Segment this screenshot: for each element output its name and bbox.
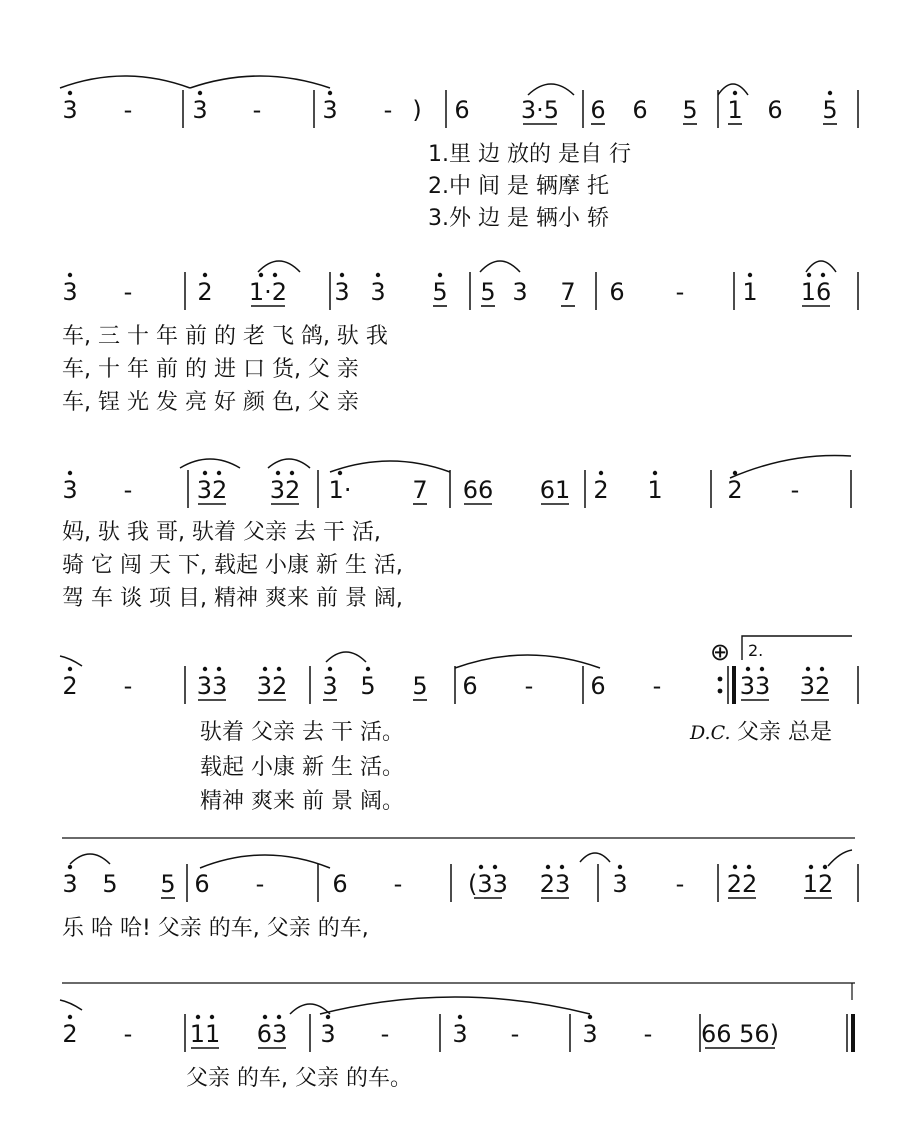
octave-dot bbox=[203, 471, 207, 475]
octave-dot bbox=[479, 865, 483, 869]
octave-dot bbox=[277, 1015, 281, 1019]
octave-dot bbox=[68, 1015, 72, 1019]
note: - bbox=[790, 476, 800, 504]
coda-icon: ⊕ bbox=[709, 638, 731, 666]
lyric-row4-dc: 父亲 总是 bbox=[737, 720, 832, 745]
octave-dot bbox=[68, 667, 72, 671]
note: 3 bbox=[452, 1020, 468, 1048]
note: 3 bbox=[62, 96, 78, 124]
note: 66 56) bbox=[700, 1020, 780, 1048]
slur bbox=[455, 655, 600, 668]
note: 7 bbox=[412, 476, 428, 504]
note: 22 bbox=[726, 870, 758, 898]
lyric-row3-v1: 妈, 驮 我 哥, 驮着 父亲 去 干 活, bbox=[62, 520, 381, 545]
note: 5 bbox=[360, 672, 376, 700]
lyric-row1-v2: 2.中 间 是 辆摩 托 bbox=[428, 174, 609, 199]
note: 3 bbox=[370, 278, 386, 306]
slur bbox=[268, 459, 310, 468]
octave-dot bbox=[618, 865, 622, 869]
note: 6 bbox=[767, 96, 783, 124]
note: 63 bbox=[256, 1020, 288, 1048]
note: 1 bbox=[647, 476, 663, 504]
octave-dot bbox=[263, 667, 267, 671]
lyric-row2-v1: 车, 三 十 年 前 的 老 飞 鸽, 驮 我 bbox=[62, 324, 388, 349]
octave-dot bbox=[806, 667, 810, 671]
note: - bbox=[255, 870, 265, 898]
lyric-row3-v2: 骑 它 闯 天 下, 载起 小康 新 生 活, bbox=[62, 553, 403, 578]
note: 2 bbox=[62, 1020, 78, 1048]
slur bbox=[320, 997, 590, 1014]
repeat-dot bbox=[718, 677, 723, 682]
octave-dot bbox=[493, 865, 497, 869]
octave-dot bbox=[599, 471, 603, 475]
octave-dot bbox=[366, 667, 370, 671]
octave-dot bbox=[340, 273, 344, 277]
octave-dot bbox=[438, 273, 442, 277]
octave-dot bbox=[746, 667, 750, 671]
note: 11 bbox=[189, 1020, 221, 1048]
octave-dot bbox=[217, 471, 221, 475]
note: 6 bbox=[632, 96, 648, 124]
octave-dot bbox=[277, 667, 281, 671]
octave-dot bbox=[376, 273, 380, 277]
note: - bbox=[675, 278, 685, 306]
note: 2 bbox=[593, 476, 609, 504]
lyric-row1-v3: 3.外 边 是 辆小 轿 bbox=[428, 206, 609, 231]
slur bbox=[806, 261, 836, 272]
note: 23 bbox=[539, 870, 571, 898]
octave-dot bbox=[807, 273, 811, 277]
note: 1 bbox=[742, 278, 758, 306]
octave-dot bbox=[733, 91, 737, 95]
volta-label: 2. bbox=[748, 641, 764, 660]
note: - bbox=[510, 1020, 520, 1048]
octave-dot bbox=[821, 273, 825, 277]
note: - bbox=[123, 672, 133, 700]
lyric-row1-v1: 1.里 边 放的 是自 行 bbox=[428, 142, 631, 167]
slur bbox=[200, 855, 330, 868]
lyric-row4-v2: 载起 小康 新 生 活。 bbox=[200, 755, 404, 780]
octave-dot bbox=[338, 471, 342, 475]
note: 33 bbox=[739, 672, 771, 700]
note: 32 bbox=[269, 476, 301, 504]
note: 3 bbox=[334, 278, 350, 306]
octave-dot bbox=[68, 91, 72, 95]
slur bbox=[528, 84, 574, 95]
note: 6 bbox=[194, 870, 210, 898]
note: 3 bbox=[62, 476, 78, 504]
octave-dot bbox=[653, 471, 657, 475]
slur bbox=[60, 76, 190, 88]
octave-dot bbox=[588, 1015, 592, 1019]
note: 3·5 bbox=[520, 96, 560, 124]
note: 3 bbox=[322, 96, 338, 124]
tie bbox=[828, 850, 852, 866]
note: 3 bbox=[512, 278, 528, 306]
note: 12 bbox=[802, 870, 834, 898]
note: 32 bbox=[256, 672, 288, 700]
octave-dot bbox=[273, 273, 277, 277]
lyric-row2-v3: 车, 锃 光 发 亮 好 颜 色, 父 亲 bbox=[62, 390, 359, 415]
note: ) bbox=[412, 96, 422, 124]
lyric-row5: 乐 哈 哈! 父亲 的车, 父亲 的车, bbox=[62, 916, 369, 941]
octave-dot bbox=[546, 865, 550, 869]
note: 5 bbox=[432, 278, 448, 306]
octave-dot bbox=[68, 273, 72, 277]
note: 6 bbox=[590, 672, 606, 700]
octave-dot bbox=[820, 667, 824, 671]
octave-dot bbox=[747, 865, 751, 869]
note: - bbox=[123, 1020, 133, 1048]
dc-marking: D.C. bbox=[690, 722, 731, 744]
note: 2 bbox=[62, 672, 78, 700]
note: 1·2 bbox=[248, 278, 288, 306]
tie bbox=[730, 455, 851, 478]
note: 5 bbox=[412, 672, 428, 700]
note: 3 bbox=[612, 870, 628, 898]
note: 5 bbox=[682, 96, 698, 124]
note: 6 bbox=[609, 278, 625, 306]
octave-dot bbox=[217, 667, 221, 671]
slur bbox=[180, 459, 240, 468]
note: 3 bbox=[582, 1020, 598, 1048]
lyric-row4-v1: 驮着 父亲 去 干 活。 bbox=[200, 720, 404, 745]
note: 1· bbox=[328, 476, 352, 504]
note: 33 bbox=[196, 672, 228, 700]
note: 5 bbox=[480, 278, 496, 306]
note: 1 bbox=[727, 96, 743, 124]
note: 5 bbox=[160, 870, 176, 898]
note: 32 bbox=[196, 476, 228, 504]
slur bbox=[70, 854, 110, 864]
note: - bbox=[380, 1020, 390, 1048]
note: 6 bbox=[454, 96, 470, 124]
octave-dot bbox=[259, 273, 263, 277]
note: 3 bbox=[62, 870, 78, 898]
octave-dot bbox=[290, 471, 294, 475]
note: (33 bbox=[468, 870, 508, 898]
octave-dot bbox=[823, 865, 827, 869]
slur bbox=[580, 853, 610, 862]
note: - bbox=[652, 672, 662, 700]
octave-dot bbox=[328, 91, 332, 95]
note: - bbox=[123, 96, 133, 124]
octave-dot bbox=[760, 667, 764, 671]
note: 2 bbox=[197, 278, 213, 306]
note: 16 bbox=[800, 278, 832, 306]
slur bbox=[190, 76, 330, 88]
octave-dot bbox=[733, 865, 737, 869]
slur bbox=[258, 261, 300, 272]
octave-dot bbox=[203, 667, 207, 671]
octave-dot bbox=[198, 91, 202, 95]
octave-dot bbox=[203, 273, 207, 277]
tie bbox=[60, 656, 82, 666]
octave-dot bbox=[196, 1015, 200, 1019]
octave-dot bbox=[68, 471, 72, 475]
lyric-row6: 父亲 的车, 父亲 的车。 bbox=[186, 1066, 412, 1091]
note: - bbox=[675, 870, 685, 898]
lyric-row2-v2: 车, 十 年 前 的 进 口 货, 父 亲 bbox=[62, 357, 359, 382]
note: - bbox=[393, 870, 403, 898]
lyric-row3-v3: 驾 车 谈 项 目, 精神 爽来 前 景 阔, bbox=[62, 586, 403, 611]
note: 61 bbox=[539, 476, 571, 504]
note: 66 bbox=[462, 476, 494, 504]
note: - bbox=[643, 1020, 653, 1048]
octave-dot bbox=[809, 865, 813, 869]
note: 3 bbox=[322, 672, 338, 700]
octave-dot bbox=[263, 1015, 267, 1019]
tie bbox=[60, 1000, 82, 1010]
slur bbox=[330, 461, 450, 472]
octave-dot bbox=[828, 91, 832, 95]
note: 5 bbox=[822, 96, 838, 124]
note: 3 bbox=[320, 1020, 336, 1048]
note: 5 bbox=[102, 870, 118, 898]
octave-dot bbox=[458, 1015, 462, 1019]
octave-dot bbox=[328, 667, 332, 671]
note: 32 bbox=[799, 672, 831, 700]
note: 3 bbox=[62, 278, 78, 306]
note: - bbox=[123, 476, 133, 504]
note: - bbox=[524, 672, 534, 700]
note: 6 bbox=[462, 672, 478, 700]
repeat-dot bbox=[718, 689, 723, 694]
octave-dot bbox=[276, 471, 280, 475]
lyric-row4-v3: 精神 爽来 前 景 阔。 bbox=[200, 789, 404, 814]
octave-dot bbox=[560, 865, 564, 869]
note: 6 bbox=[332, 870, 348, 898]
octave-dot bbox=[68, 865, 72, 869]
note: 2 bbox=[727, 476, 743, 504]
note: - bbox=[252, 96, 262, 124]
octave-dot bbox=[748, 273, 752, 277]
note: 6 bbox=[590, 96, 606, 124]
octave-dot bbox=[210, 1015, 214, 1019]
octave-dot bbox=[326, 1015, 330, 1019]
note: 7 bbox=[560, 278, 576, 306]
slur bbox=[326, 652, 366, 662]
note: 3 bbox=[192, 96, 208, 124]
note: - bbox=[383, 96, 393, 124]
slur bbox=[480, 261, 520, 272]
note: - bbox=[123, 278, 133, 306]
